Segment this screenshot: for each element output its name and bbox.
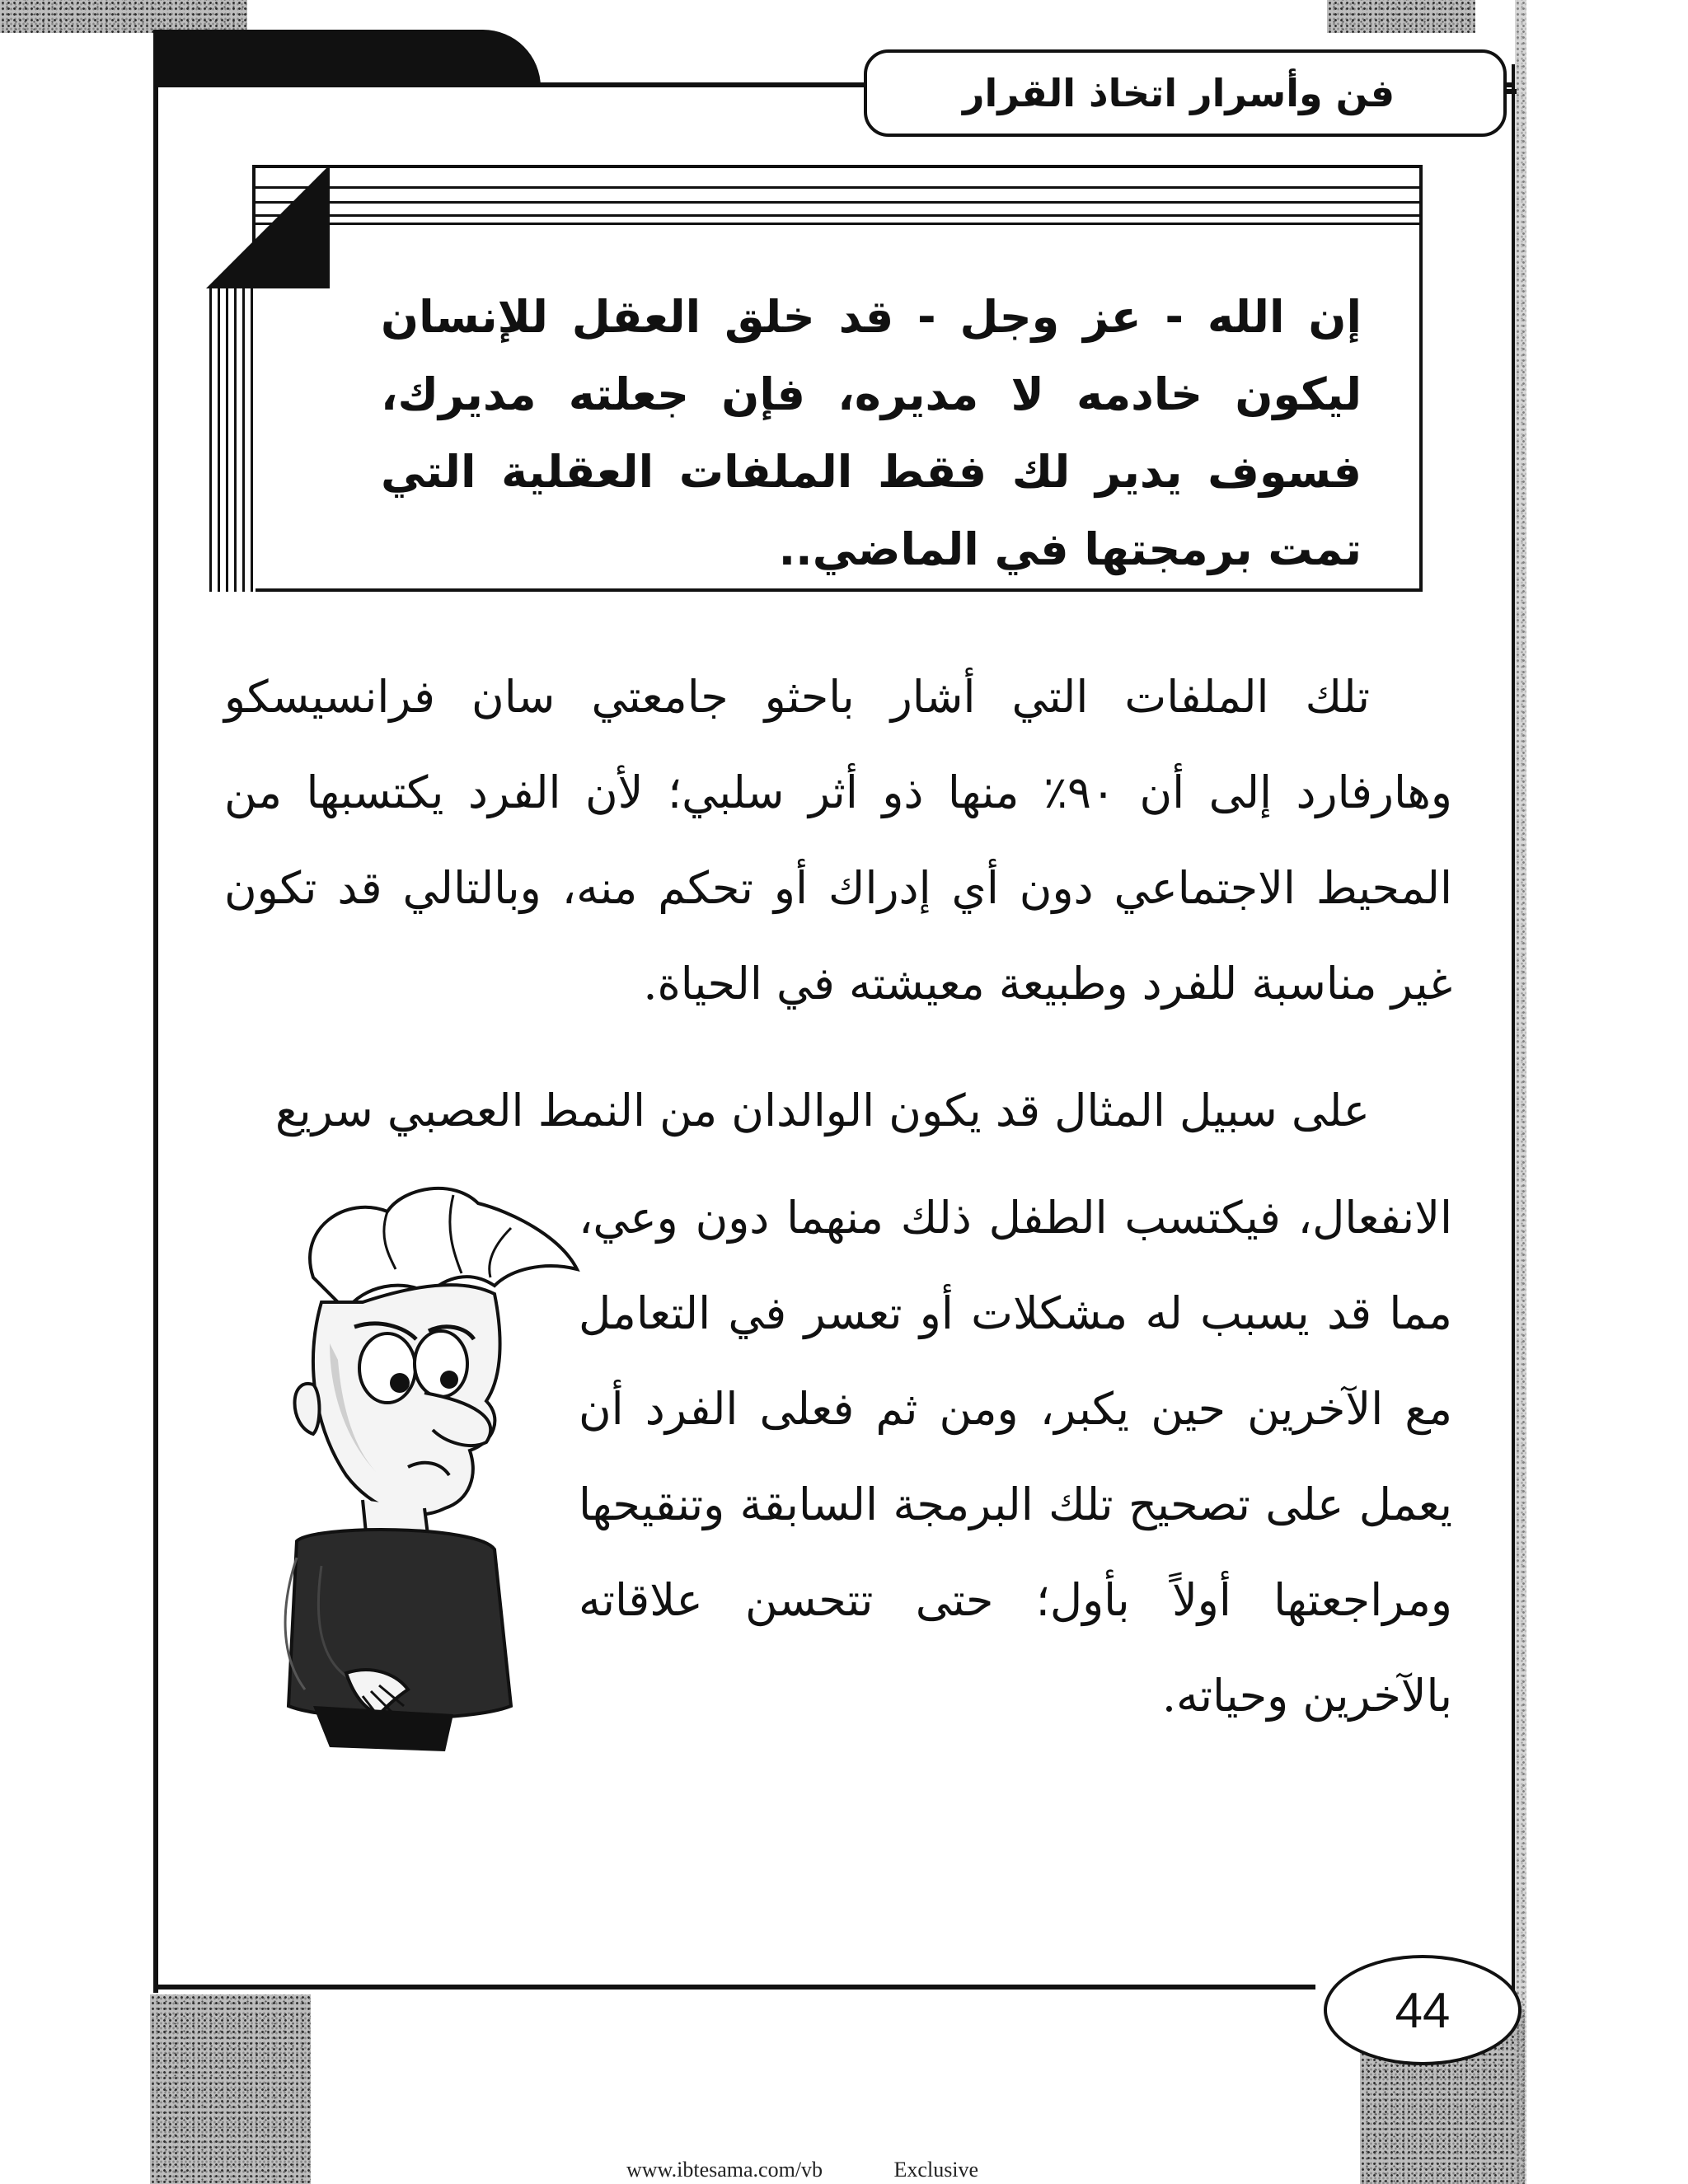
quote-callout (206, 165, 1423, 592)
page-frame-bottom-rule (153, 1985, 1315, 1990)
book-title: فن وأسرار اتخاذ القرار (963, 71, 1395, 115)
page-number: 44 (1324, 1955, 1522, 2065)
confused-man-cartoon-icon (264, 1179, 610, 1755)
body-paragraph-2-first-line: على سبيل المثال قد يكون الوالدان من النمط العصبي سريع (274, 1085, 1370, 1137)
quote-rule (256, 186, 1419, 189)
quote-text: إن الله - عز وجل - قد خلق العقل للإنسان ليكون خادمه لا مديره، فإن جعلته مديرك، فسوف يدير لك فقط الملفات العقلية التي تمت برمجتها في الماضي.. (381, 291, 1362, 575)
quote-rule (256, 201, 1419, 204)
quote-page-edges (209, 288, 256, 592)
body-paragraph-1: تلك الملفات التي أشار باحثو جامعتي سان فرانسيسكو وهارفارد إلى أن ٩٠٪ منها ذو أثر سلبي؛ لأن الفرد يكتسبها من المحيط الاجتماعي دون أي إدراك أو تحكم منه، وبالتالي قد تكون غير مناسبة للفرد وطبيعة معيشته في الحياة. (224, 671, 1452, 1010)
body-paragraph-2-continued: الانفعال، فيكتسب الطفل ذلك منهما دون وعي، مما قد يسبب له مشكلات أو تعسر في التعامل مع الآخرين حين يكبر، ومن ثم فعلى الفرد أن يعمل على تصحيح تلك البرمجة السابقة وتنقيحها ومراجعتها أولاً بأول؛ حتى تتحسن علاقاته بالآخرين وحياته. (579, 1192, 1452, 1722)
book-title-header (864, 49, 1507, 137)
footer (626, 2158, 1121, 2184)
footer-url: www.ibtesama.com/vb (626, 2158, 823, 2182)
header-connector (1505, 89, 1517, 94)
quote-rule (256, 223, 1419, 225)
scan-noise-top-left (0, 0, 247, 33)
quote-box (252, 165, 1423, 592)
scan-noise-top-right (1327, 0, 1475, 33)
footer-tag: Exclusive (893, 2158, 979, 2182)
quote-page-fold-icon (206, 165, 330, 288)
scan-noise-bottom-left (150, 1994, 311, 2184)
scan-noise-right-edge (1515, 0, 1526, 2184)
quote-rule (256, 214, 1419, 217)
